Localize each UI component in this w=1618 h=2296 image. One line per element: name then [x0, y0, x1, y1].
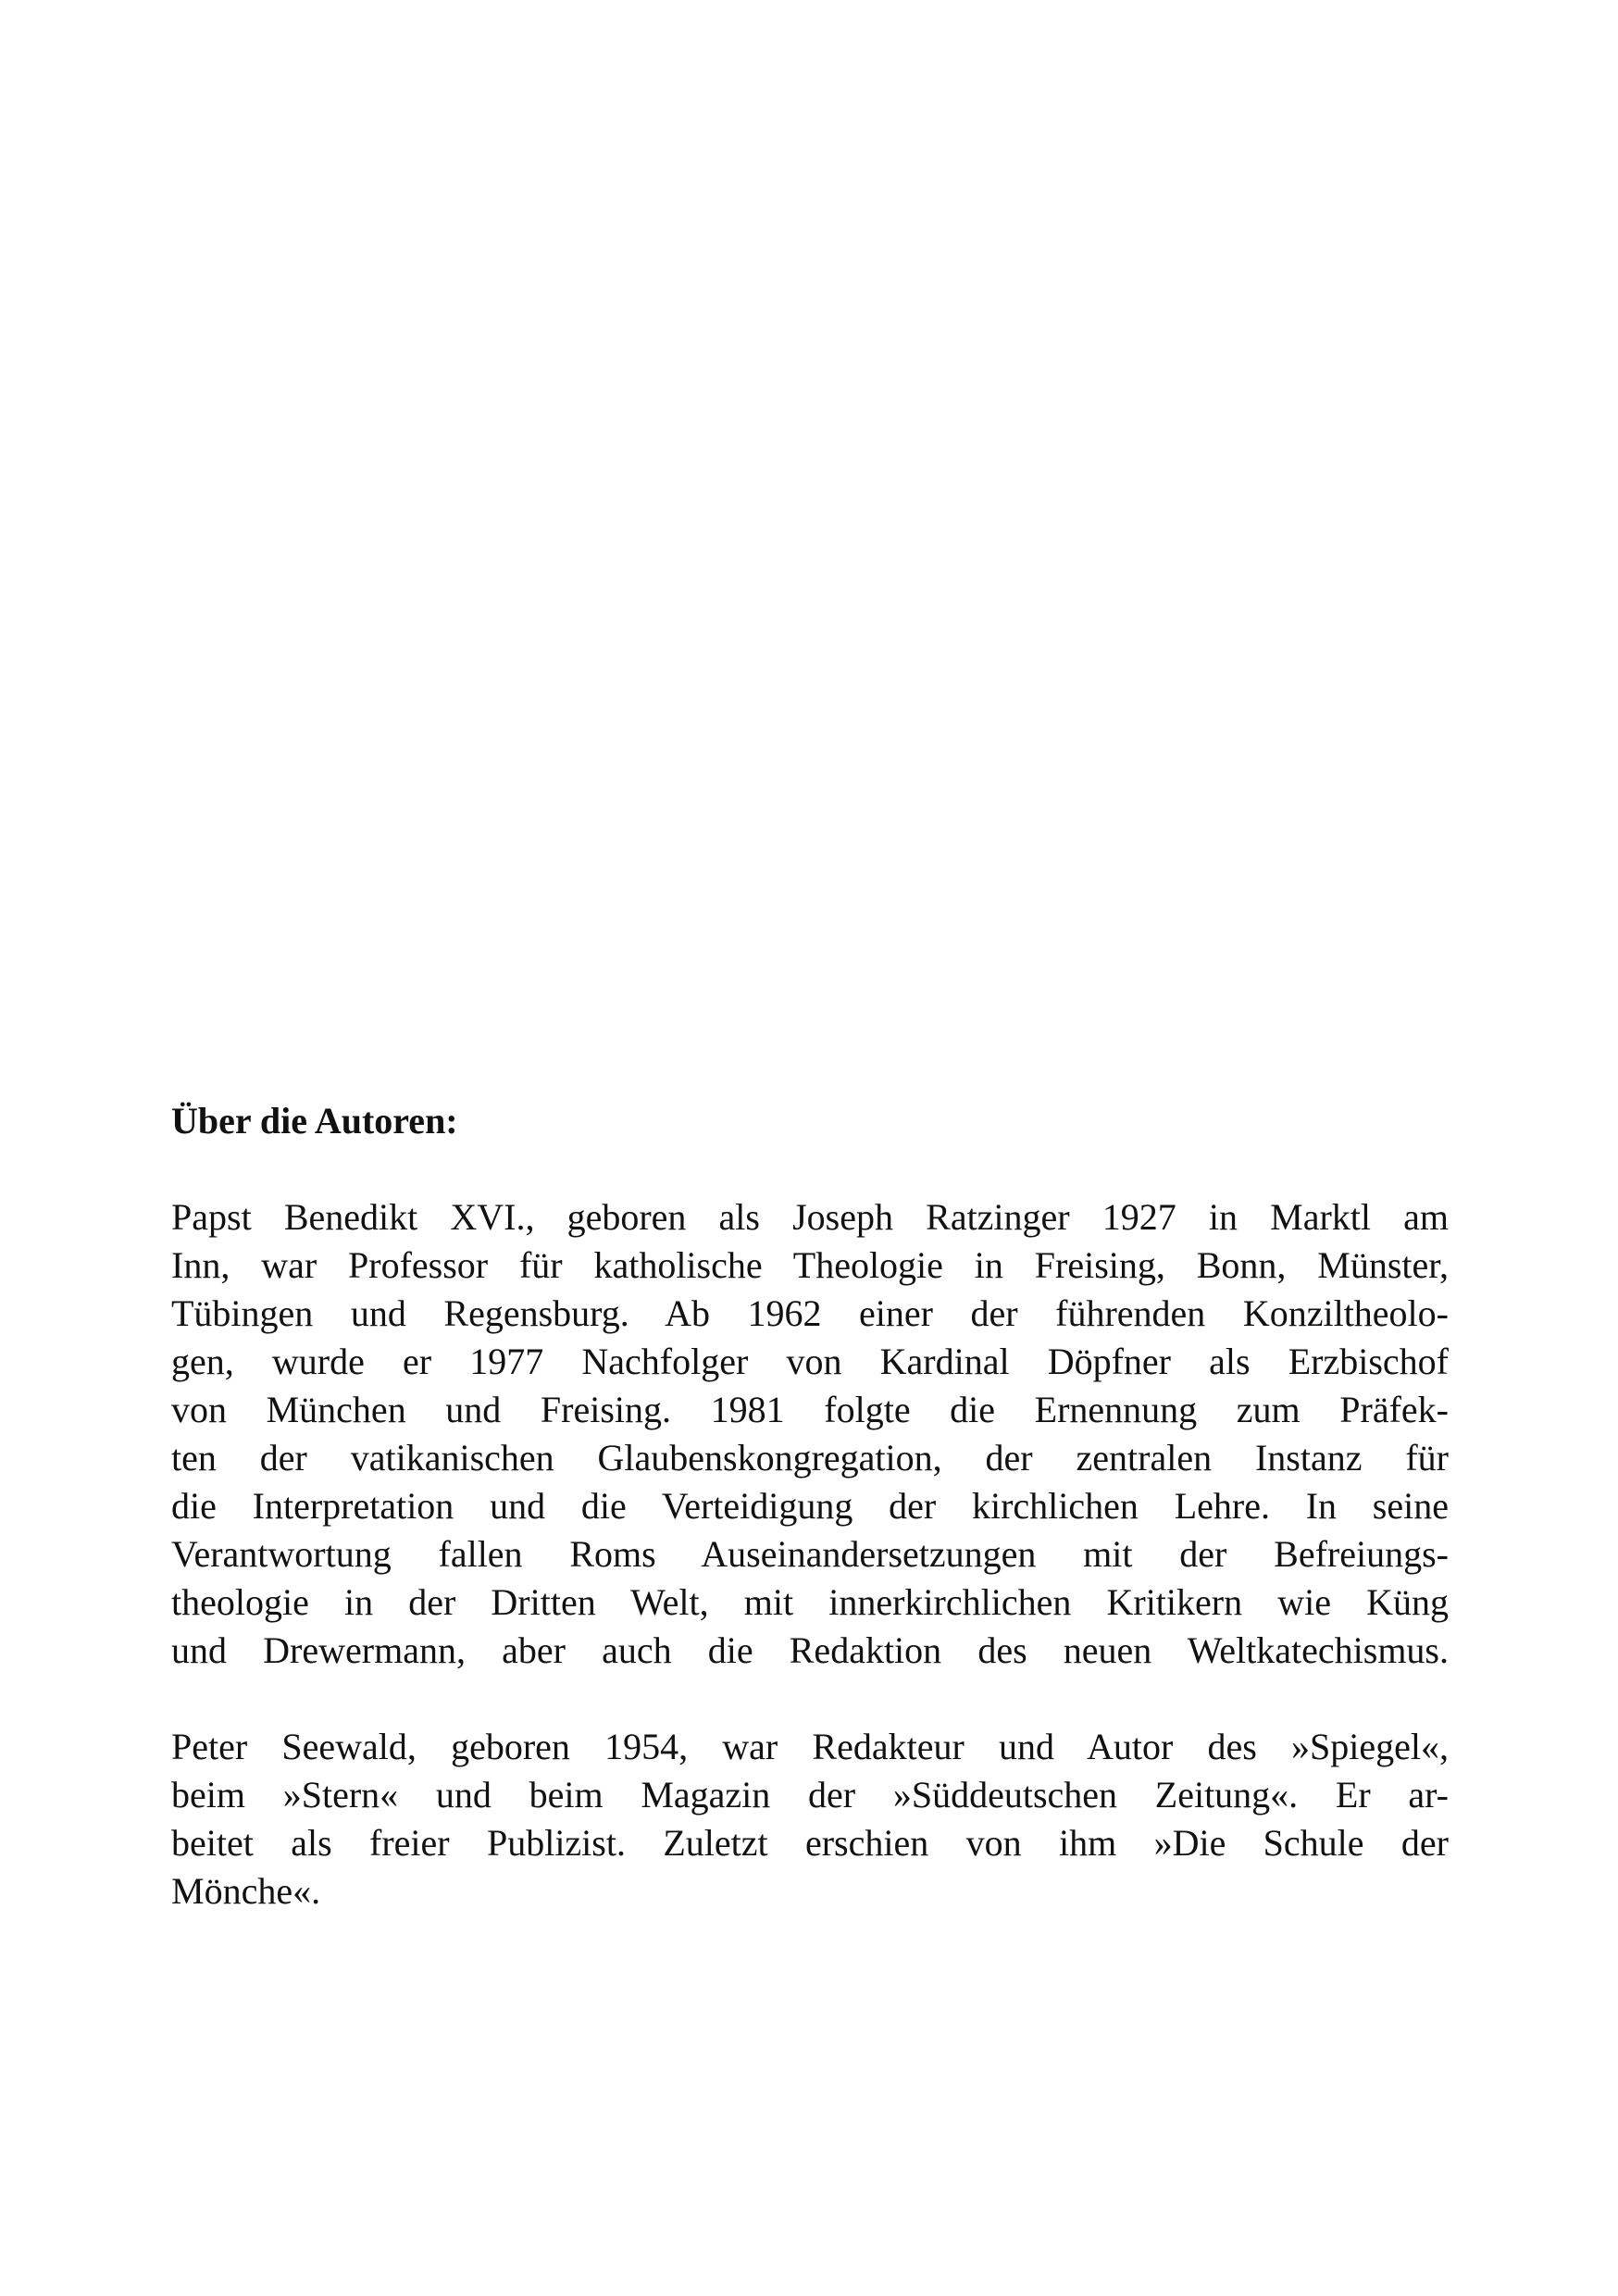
text-line: beim »Stern« und beim Magazin der »Süddeutschen Zeitung«. Er ar- [171, 1774, 1449, 1816]
text-line: beitet als freier Publizist. Zuletzt erschien von ihm »Die Schule der [171, 1822, 1449, 1864]
text-line: gen, wurde er 1977 Nachfolger von Kardinal Döpfner als Erzbischof [171, 1341, 1449, 1382]
text-line: Inn, war Professor für katholische Theologie in Freising, Bonn, Münster, [171, 1244, 1449, 1286]
text-line: ten der vatikanischen Glaubenskongregation, der zentralen Instanz für [171, 1437, 1449, 1479]
section-heading: Über die Autoren: [171, 1100, 458, 1142]
text-line: von München und Freising. 1981 folgte die Ernennung zum Präfek- [171, 1389, 1449, 1430]
text-line: die Interpretation und die Verteidigung der kirchlichen Lehre. In seine [171, 1485, 1449, 1527]
text-line: und Drewermann, aber auch die Redaktion des neuen Weltkatechismus. [171, 1629, 1449, 1671]
text-line: theologie in der Dritten Welt, mit innerkirchlichen Kritikern wie Küng [171, 1581, 1449, 1623]
author-info-block [171, 1097, 1449, 1964]
paragraph-seewald [171, 1723, 1449, 1915]
text-line: Papst Benedikt XVI., geboren als Joseph Ratzinger 1927 in Marktl am [171, 1196, 1449, 1238]
paragraph-benedikt [171, 1193, 1449, 1675]
text-line: Verantwortung fallen Roms Auseinandersetzungen mit der Befreiungs- [171, 1533, 1449, 1575]
text-line: Tübingen und Regensburg. Ab 1962 einer der führenden Konziltheolo- [171, 1292, 1449, 1334]
text-line: Peter Seewald, geboren 1954, war Redakteur und Autor des »Spiegel«, [171, 1726, 1449, 1767]
text-line: Mönche«. [171, 1870, 321, 1912]
